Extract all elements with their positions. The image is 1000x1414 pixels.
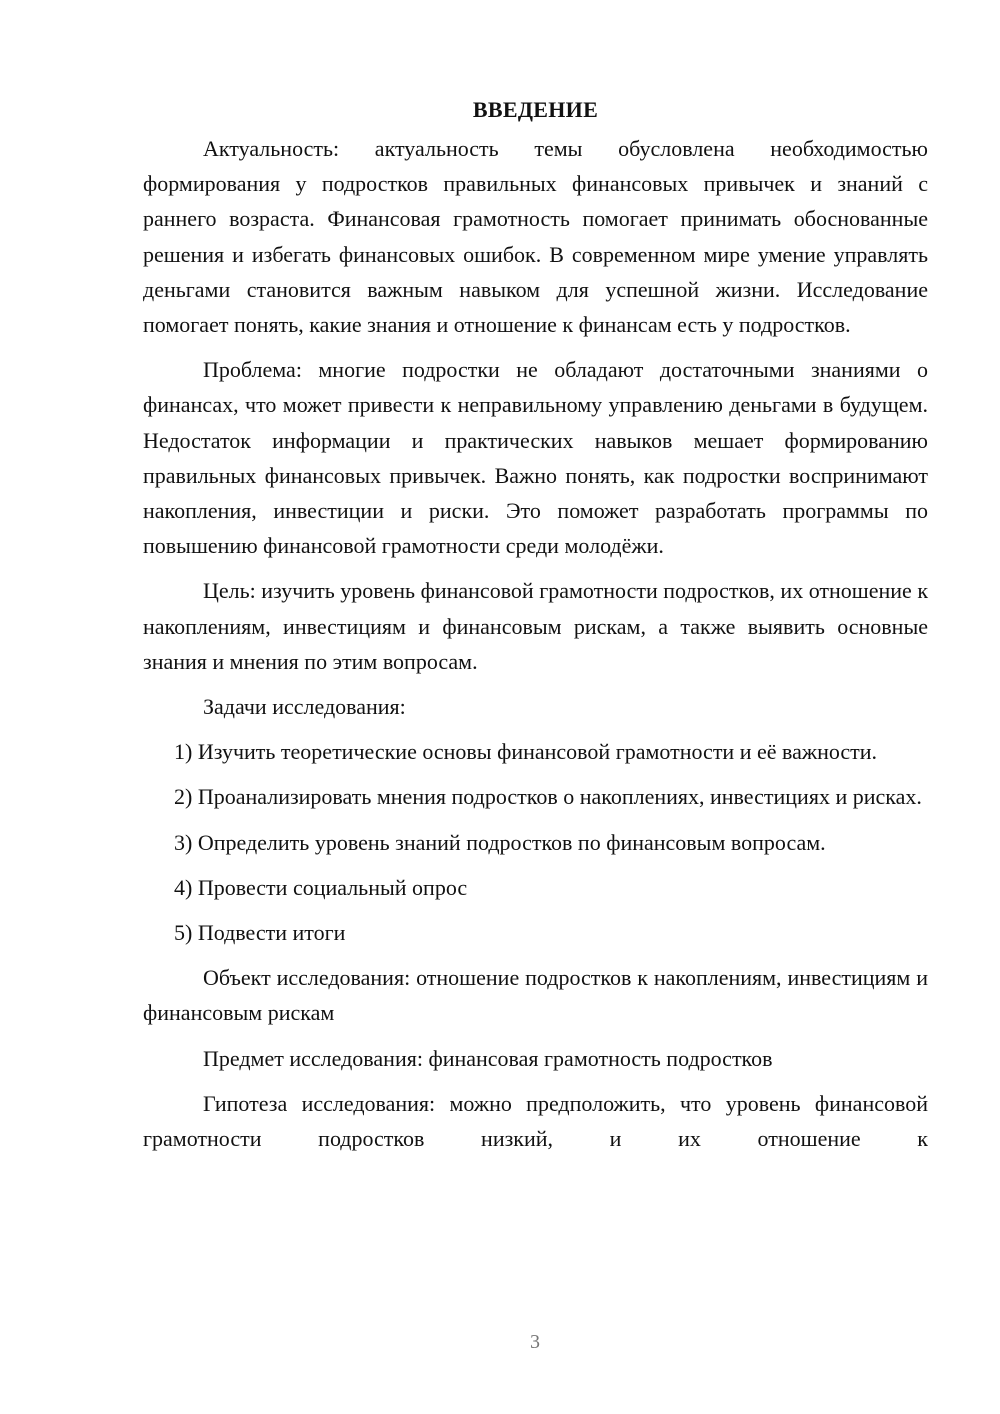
task-item-2: 2) Проанализировать мнения подростков о накоплениях, инвестициях и рисках. xyxy=(174,784,922,810)
document-page xyxy=(143,92,928,1166)
section-heading: ВВЕДЕНИЕ xyxy=(472,97,599,122)
paragraph-goal: Цель: изучить уровень финансовой грамотности подростков, их отношение к накоплениям, инвестициям и финансовым рискам, а также выявить основные знания и мнения по этим вопросам. xyxy=(143,578,929,674)
task-item-5: 5) Подвести итоги xyxy=(174,920,346,946)
task-item-4: 4) Провести социальный опрос xyxy=(174,874,468,900)
task-item-3: 3) Определить уровень знаний подростков по финансовым вопросам. xyxy=(174,829,826,855)
paragraph-hypothesis: Гипотеза исследования: можно предположить, что уровень финансовой грамотности подростков низкий, и их отношение к xyxy=(143,1090,928,1152)
paragraph-problem: Проблема: многие подростки не обладают достаточными знаниями о финансах, что может привести к неправильному управлению деньгами в будущем. Недостаток информации и практических навыков мешает формированию правильных финансовых привычек. Важно понять, как подростки воспринимают накопления, инвестиции и риски. Это поможет разработать программы по повышению финансовой грамотности среди молодёжи. xyxy=(143,357,928,559)
page-number: 3 xyxy=(530,1331,540,1353)
task-item-1: 1) Изучить теоретические основы финансовой грамотности и её важности. xyxy=(174,739,878,765)
paragraph-relevance: Актуальность: актуальность темы обусловлена необходимостью формирования у подростков правильных финансовых привычек и знаний с раннего возраста. Финансовая грамотность помогает принимать обоснованные решения и избегать финансовых ошибок. В современном мире умение управлять деньгами становится важным навыком для успешной жизни. Исследование помогает понять, какие знания и отношение к финансам есть у подростков. xyxy=(143,136,928,338)
paragraph-tasks-heading: Задачи исследования: xyxy=(203,694,406,720)
paragraph-subject: Предмет исследования: финансовая грамотность подростков xyxy=(203,1045,773,1071)
paragraph-object: Объект исследования: отношение подростков к накоплениям, инвестициям и финансовым рискам xyxy=(143,965,928,1026)
